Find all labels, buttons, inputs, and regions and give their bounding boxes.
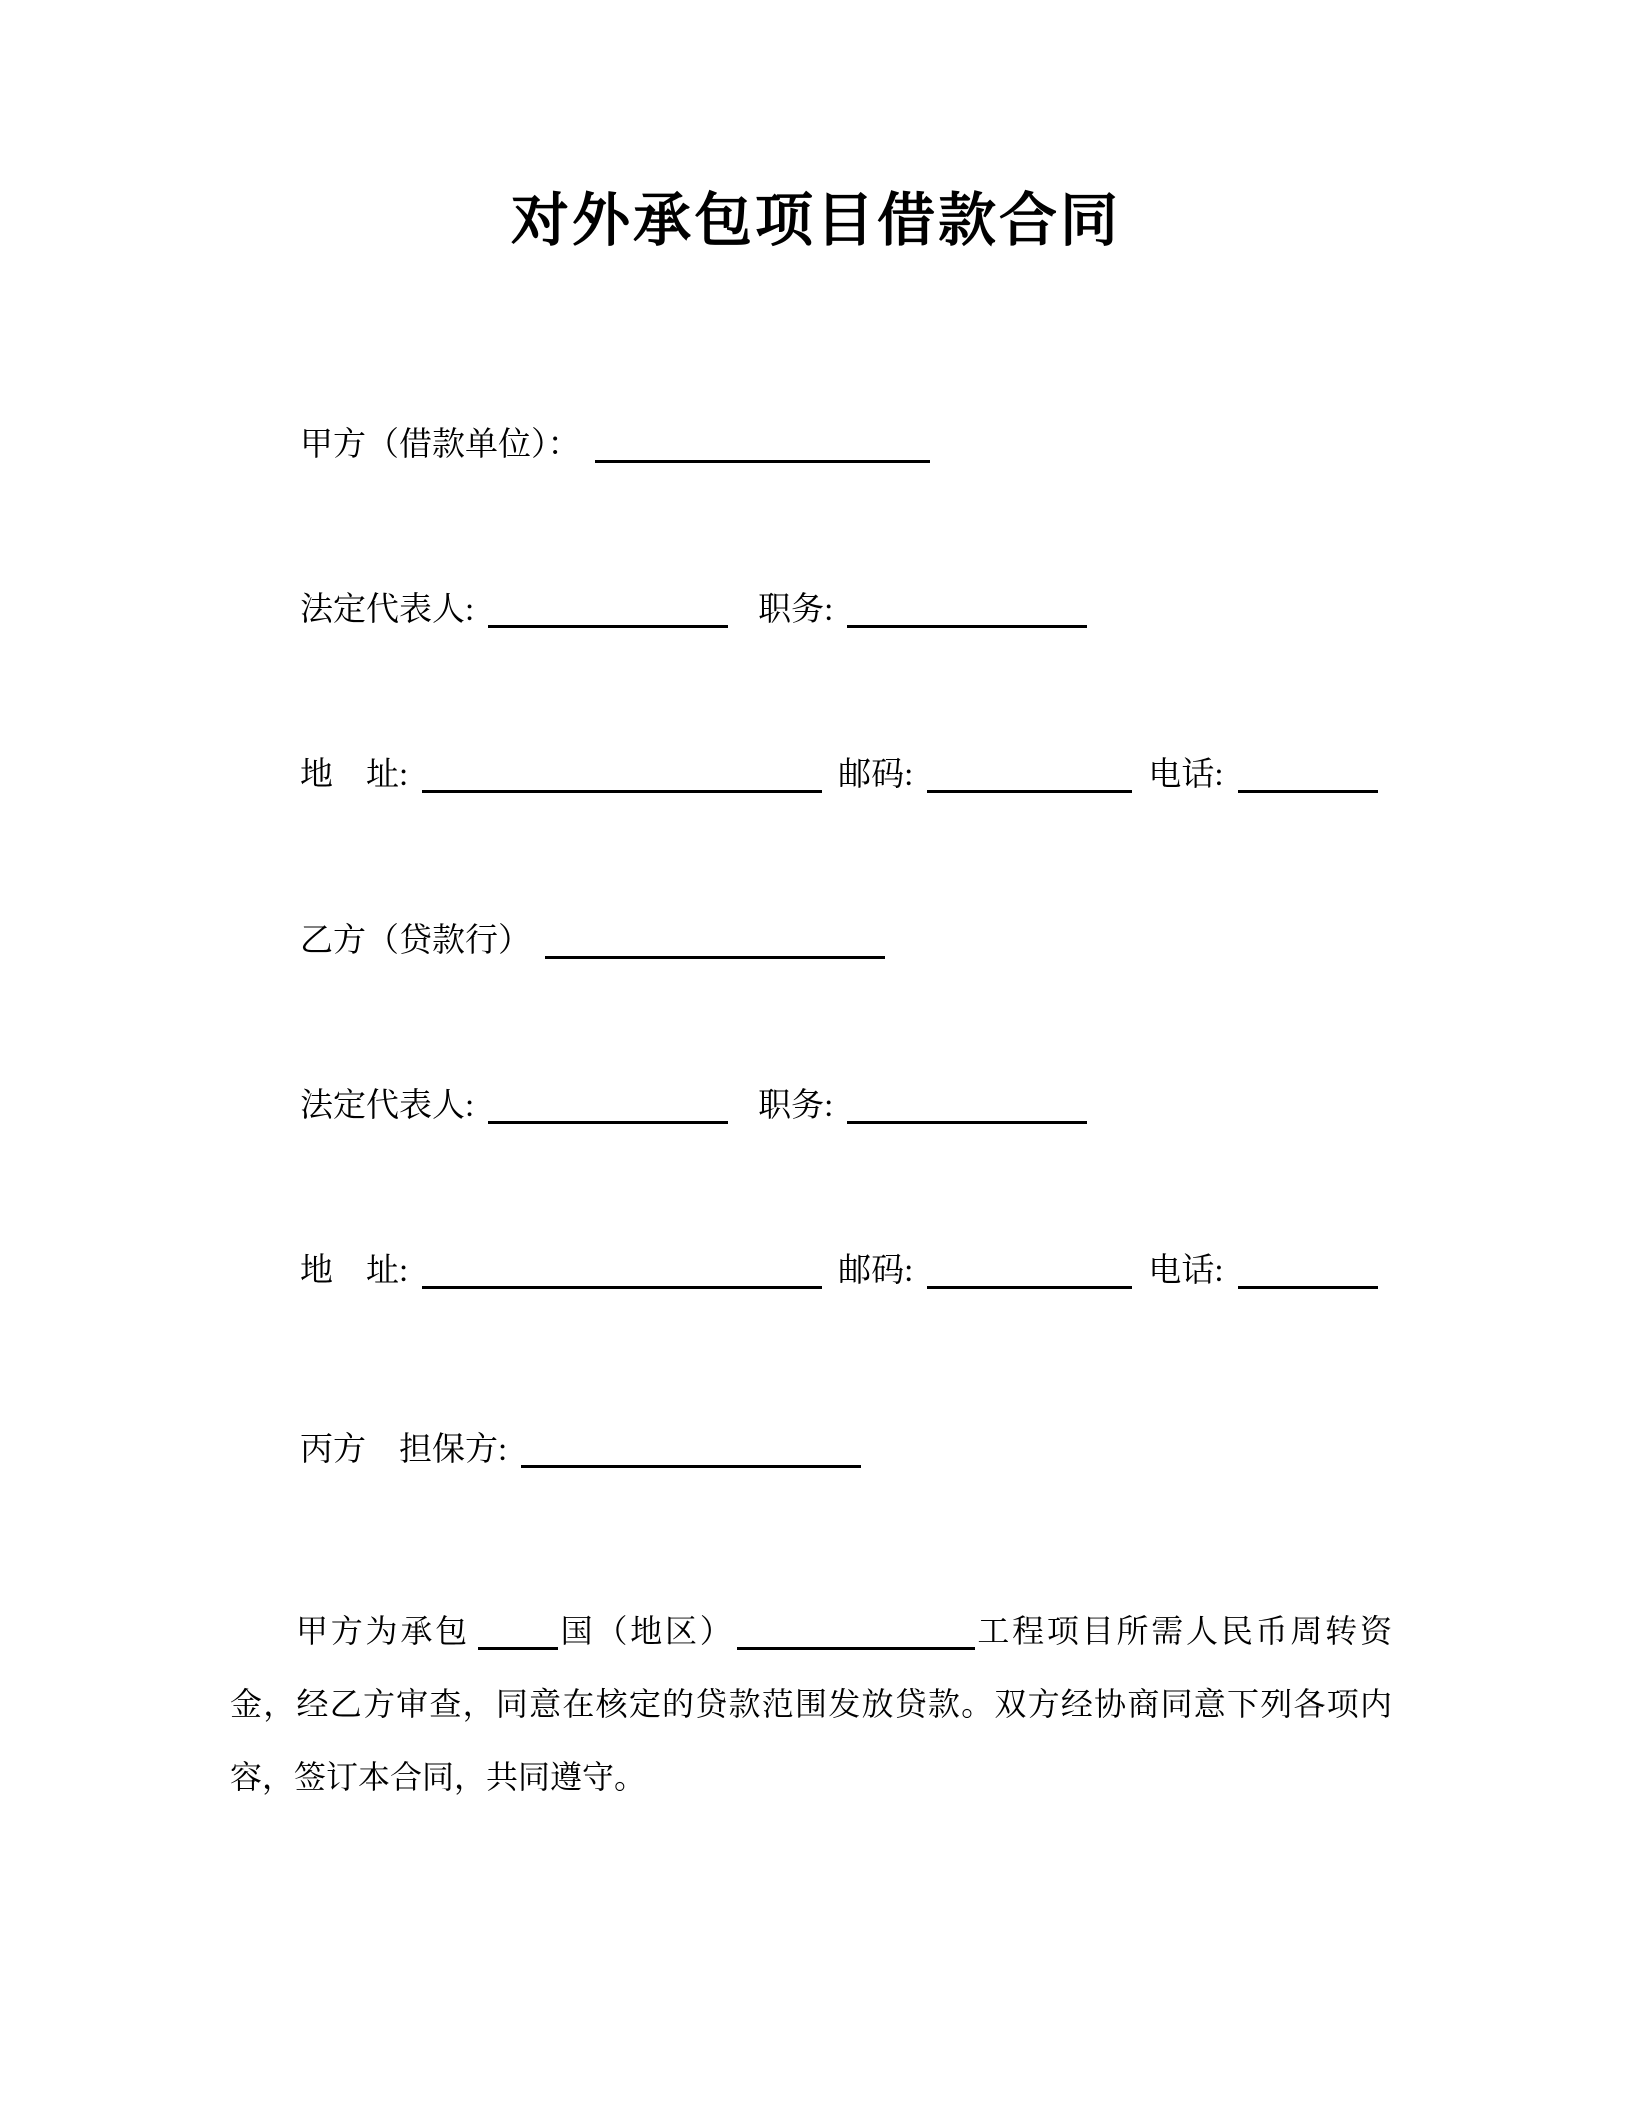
field-row-party-a [300, 425, 930, 466]
address-2-label: 地 址: [300, 1253, 409, 1289]
legal-rep-1-blank[interactable] [488, 625, 728, 628]
party-a-name-blank[interactable] [595, 460, 930, 463]
intro-text-3: 工程项目所需人民币周转资金，经乙方审查，同意在核定的贷款范围发放贷款。双方经协商同意下列各项内容，签订本合同，共同遵守。 [230, 1613, 1392, 1795]
field-row-address-2 [300, 1251, 1378, 1292]
intro-text-2: 国（地区） [557, 1613, 735, 1649]
field-row-legal-rep-1 [300, 590, 1087, 631]
party-a-label: 甲方（借款单位）： [300, 427, 581, 463]
address-1-blank[interactable] [422, 790, 822, 793]
party-b-label: 乙方（贷款行） [300, 923, 531, 959]
intro-paragraph [230, 1595, 1392, 1814]
document-title: 对外承包项目借款合同 [510, 188, 1121, 253]
field-row-party-c [300, 1430, 861, 1471]
job-title-1-label: 职务: [758, 592, 834, 628]
intro-text-1: 甲方为承包 [296, 1613, 470, 1649]
country-blank[interactable] [478, 1647, 558, 1650]
field-row-legal-rep-2 [300, 1086, 1087, 1127]
party-c-name-blank[interactable] [521, 1465, 861, 1468]
phone-1-label: 电话: [1148, 757, 1224, 793]
postcode-2-label: 邮码: [838, 1253, 914, 1289]
phone-2-blank[interactable] [1238, 1286, 1378, 1289]
address-1-label: 地 址: [300, 757, 409, 793]
job-title-2-blank[interactable] [847, 1121, 1087, 1124]
legal-rep-2-label: 法定代表人: [300, 1088, 475, 1124]
phone-2-label: 电话: [1148, 1253, 1224, 1289]
phone-1-blank[interactable] [1238, 790, 1378, 793]
job-title-1-blank[interactable] [847, 625, 1087, 628]
postcode-2-blank[interactable] [927, 1286, 1132, 1289]
job-title-2-label: 职务: [758, 1088, 834, 1124]
address-2-blank[interactable] [422, 1286, 822, 1289]
field-row-address-1 [300, 755, 1378, 796]
postcode-1-label: 邮码: [838, 757, 914, 793]
legal-rep-2-blank[interactable] [488, 1121, 728, 1124]
legal-rep-1-label: 法定代表人: [300, 592, 475, 628]
party-b-name-blank[interactable] [545, 956, 885, 959]
field-row-party-b [300, 921, 885, 962]
project-name-blank[interactable] [737, 1647, 975, 1650]
party-c-label: 丙方 担保方: [300, 1432, 508, 1468]
postcode-1-blank[interactable] [927, 790, 1132, 793]
